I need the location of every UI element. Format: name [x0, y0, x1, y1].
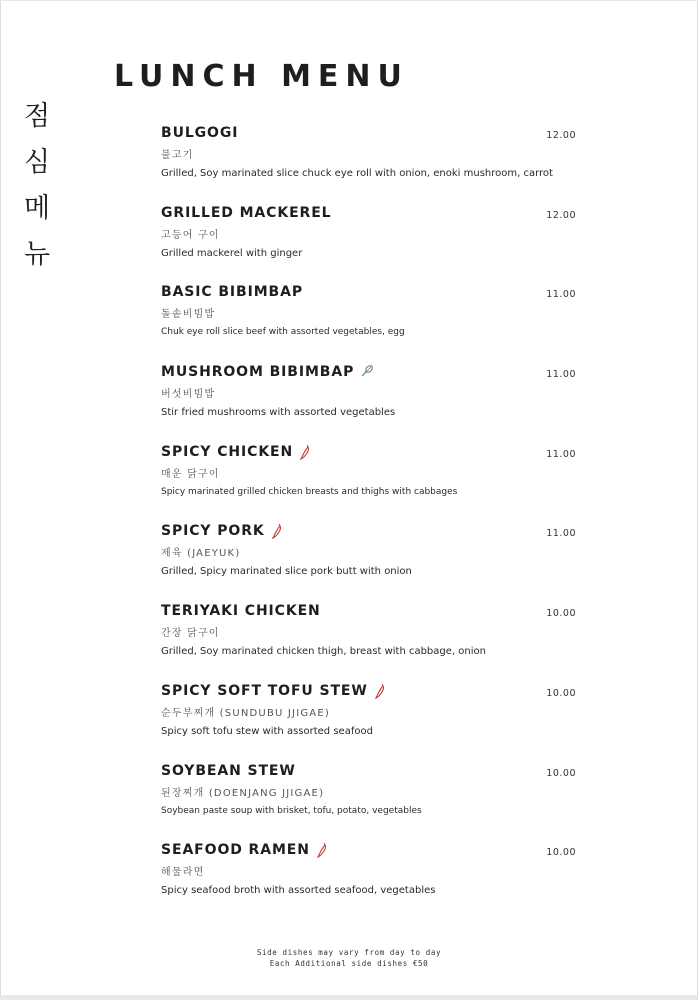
menu-item-mushroom-bibimbap [161, 364, 576, 444]
item-name-text: SPICY CHICKEN [161, 443, 294, 460]
item-name-text: SEAFOOD RAMEN [161, 842, 310, 859]
korean-title-char: 심 [23, 147, 51, 178]
item-price: 10.00 [546, 608, 576, 620]
item-description: Spicy seafood broth with assorted seafood, vegetables [161, 885, 436, 897]
menu-item-teriyaki-chicken [161, 603, 576, 683]
item-korean-name: 된장찌개 (DOENJANG JJIGAE) [161, 787, 325, 799]
item-name [161, 364, 374, 380]
item-price: 11.00 [546, 289, 576, 301]
item-description: Grilled, Soy marinated chicken thigh, breast with cabbage, onion [161, 646, 486, 658]
item-korean-name: 불고기 [161, 150, 194, 161]
chili-pepper-icon [299, 444, 313, 460]
item-description: Spicy marinated grilled chicken breasts and thighs with cabbages [161, 486, 458, 497]
item-description: Grilled, Spicy marinated slice pork butt with onion [161, 566, 412, 578]
page-title: LUNCH MENU [114, 59, 409, 94]
item-korean-name: 간장 닭구이 [161, 628, 220, 640]
item-name [161, 125, 238, 141]
item-name-text: BASIC BIBIMBAP [161, 284, 304, 301]
chili-pepper-icon [316, 842, 330, 858]
korean-vertical-title [21, 94, 53, 278]
item-name [161, 284, 303, 300]
footer-line: Side dishes may vary from day to day [256, 948, 442, 957]
item-korean-name: 순두부찌개 (SUNDUBU JJIGAE) [161, 707, 330, 719]
menu-list [161, 125, 576, 922]
chili-pepper-icon [271, 523, 285, 539]
item-korean-name: 매운 닭구이 [161, 468, 220, 480]
item-description: Stir fried mushrooms with assorted vegetables [161, 407, 396, 419]
item-name [161, 683, 388, 699]
footer-note [1, 947, 697, 969]
item-price: 10.00 [546, 767, 576, 779]
item-price: 12.00 [546, 209, 576, 221]
menu-item-seafood-ramen [161, 842, 576, 922]
menu-item-soybean-stew [161, 763, 576, 843]
item-price: 11.00 [546, 448, 576, 460]
menu-item-basic-bibimbap [161, 284, 576, 364]
menu-item-bulgogi [161, 125, 576, 205]
item-price: 11.00 [546, 528, 576, 540]
item-name-text: SPICY PORK [161, 523, 265, 540]
item-korean-name: 버섯비빔밥 [161, 389, 216, 401]
item-korean-name: 제육 (JAEYUK) [161, 548, 241, 560]
item-name [161, 763, 296, 779]
item-korean-name: 해물라면 [161, 867, 205, 879]
item-price: 11.00 [546, 369, 576, 381]
menu-item-spicy-chicken [161, 444, 576, 524]
item-price: 12.00 [546, 130, 576, 141]
item-description: Soybean paste soup with brisket, tofu, potato, vegetables [161, 805, 422, 816]
item-description: Spicy soft tofu stew with assorted seafood [161, 725, 373, 737]
korean-title-char: 뉴 [23, 239, 51, 270]
item-price: 10.00 [546, 847, 576, 859]
item-description: Grilled mackerel with ginger [161, 247, 303, 259]
item-description: Chuk eye roll slice beef with assorted vegetables, egg [161, 327, 405, 338]
item-name [161, 842, 330, 858]
footer-line: Each Additional side dishes €50 [269, 959, 429, 968]
item-korean-name: 돌솥비빔밥 [161, 309, 216, 321]
item-korean-name: 고등어 구이 [161, 229, 220, 241]
vegetarian-leaf-icon [360, 364, 374, 380]
item-description: Grilled, Soy marinated slice chuck eye roll with onion, enoki mushroom, carrot [161, 168, 553, 179]
item-name [161, 205, 332, 221]
item-name-text: TERIYAKI CHICKEN [161, 603, 321, 620]
item-name [161, 523, 285, 539]
item-name-text: GRILLED MACKEREL [161, 204, 332, 221]
item-name-text: SOYBEAN STEW [161, 762, 296, 779]
item-name [161, 603, 321, 619]
korean-title-char: 점 [23, 101, 51, 132]
item-name-text: MUSHROOM BIBIMBAP [161, 364, 355, 381]
chili-pepper-icon [374, 683, 388, 699]
item-name-text: BULGOGI [161, 125, 239, 141]
menu-item-grilled-mackerel [161, 205, 576, 285]
menu-item-spicy-pork [161, 523, 576, 603]
korean-title-char: 메 [23, 193, 51, 224]
menu-item-spicy-soft-tofu-stew [161, 683, 576, 763]
menu-page [0, 1, 698, 995]
item-name-text: SPICY SOFT TOFU STEW [161, 682, 368, 699]
item-name [161, 444, 313, 460]
item-price: 10.00 [546, 687, 576, 699]
